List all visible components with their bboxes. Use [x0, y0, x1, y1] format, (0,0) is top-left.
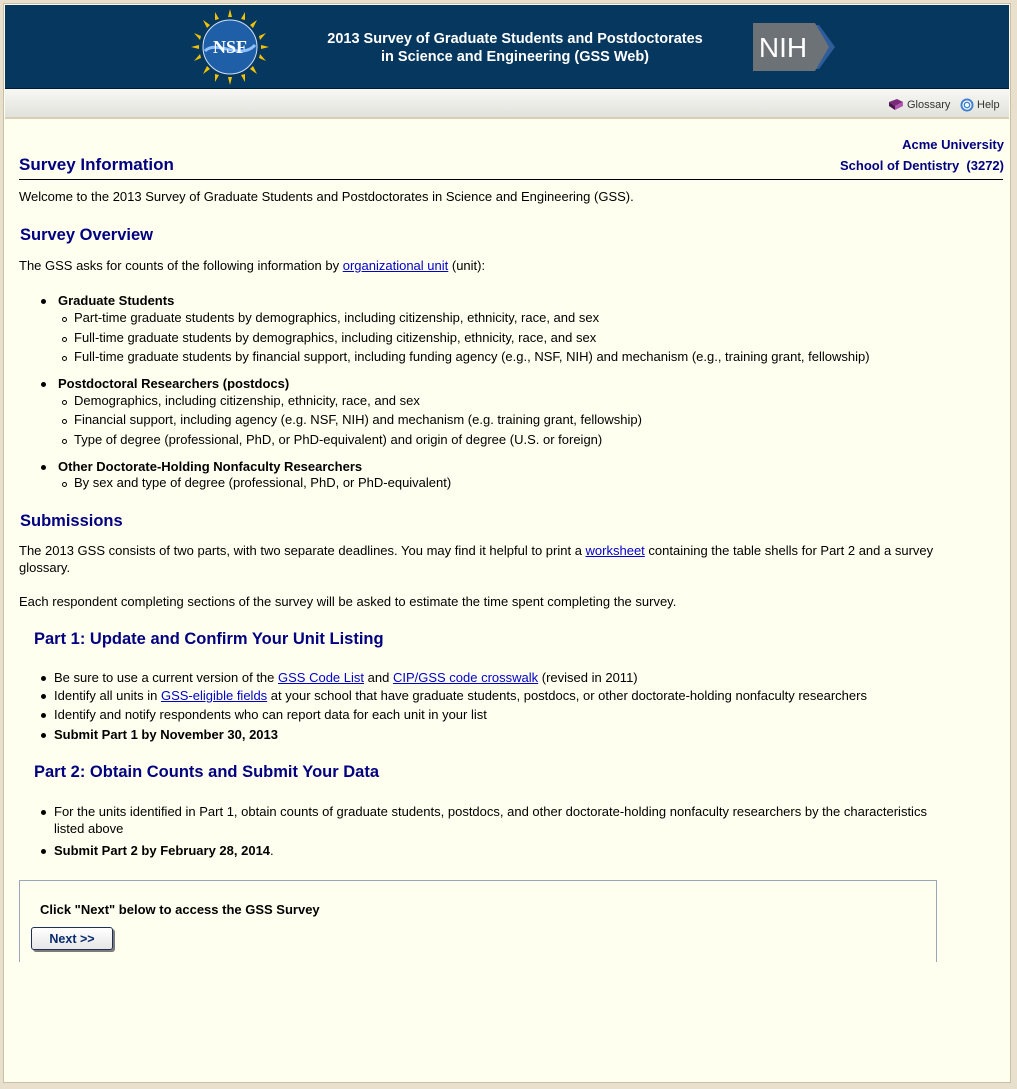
bullet-dot [41, 849, 46, 854]
book-icon [888, 98, 904, 111]
glossary-link[interactable] [888, 98, 950, 111]
gss-eligible-fields-link[interactable]: GSS-eligible fields [160, 688, 268, 703]
glossary-label: Glossary [907, 98, 951, 111]
part1-item-code-list [54, 669, 638, 686]
part2-deadline-suffix: . [270, 843, 274, 858]
page-title: Survey Information [19, 155, 174, 174]
part1-b1-post: (revised in 2011) [538, 670, 638, 685]
list-item: Full-time graduate students by financial support, including funding agency (e.g., NSF, NIH) and mechanism (e.g., training grant, fellowship) [74, 349, 870, 364]
list-item: Financial support, including agency (e.g. NSF, NIH) and mechanism (e.g. training grant, fellowship) [74, 412, 642, 427]
list-item: Full-time graduate students by demographics, including citizenship, ethnicity, race, and sex [74, 330, 597, 345]
overview-heading: Survey Overview [20, 226, 153, 244]
submissions-para1-post: containing the table shells for Part 2 and a survey glossary. [19, 543, 934, 575]
part1-b1-pre: Be sure to use a current version of the [54, 670, 279, 685]
banner-title-line1: 2013 Survey of Graduate Students and Postdoctorates [327, 31, 703, 47]
list-item: Part-time graduate students by demographics, including citizenship, ethnicity, race, and sex [74, 310, 600, 325]
next-panel [19, 880, 937, 962]
bullet-circle [62, 356, 67, 361]
organizational-unit-link[interactable]: organizational unit [342, 258, 449, 273]
bullet-dot [41, 810, 46, 815]
bullet-dot [41, 299, 46, 304]
bullet-circle [62, 400, 67, 405]
worksheet-link[interactable]: worksheet [585, 543, 645, 558]
list-item: Type of degree (professional, PhD, or PhD-equivalent) and origin of degree (U.S. or foreign) [74, 432, 603, 447]
nsf-logo-text: NSF [212, 37, 248, 57]
part2-deadline [54, 842, 274, 859]
submissions-para1-pre: The 2013 GSS consists of two parts, with two separate deadlines. You may find it helpful to print a [19, 543, 586, 558]
list-item: By sex and type of degree (professional, PhD, or PhD-equivalent) [74, 475, 452, 490]
nih-logo-text: NIH [758, 32, 808, 63]
next-instruction: Click "Next" below to access the GSS Survey [40, 902, 320, 917]
part1-item-eligible-fields [54, 687, 867, 704]
bullet-circle [62, 439, 67, 444]
gss-code-list-link[interactable]: GSS Code List [278, 670, 365, 685]
bullet-dot [41, 676, 46, 681]
next-button[interactable]: Next >> [31, 927, 113, 950]
cip-crosswalk-link[interactable]: CIP/GSS code crosswalk [392, 670, 539, 685]
institution-name: Acme University [902, 137, 1004, 152]
nsf-logo [191, 9, 269, 85]
banner-title-line2: in Science and Engineering (GSS Web) [380, 49, 650, 65]
part2-item-counts-line1: For the units identified in Part 1, obtain counts of graduate students, postdocs, and other doctorate-holding nonfaculty researchers by the characteristics [54, 804, 927, 819]
help-link[interactable] [960, 98, 1000, 112]
bullet-dot [41, 694, 46, 699]
title-divider [19, 179, 1003, 180]
part1-deadline: Submit Part 1 by November 30, 2013 [54, 727, 278, 742]
institution-unit: School of Dentistry (3272) [840, 158, 1004, 173]
bullet-dot [41, 713, 46, 718]
header-banner [5, 5, 1009, 89]
list-item: Demographics, including citizenship, ethnicity, race, and sex [74, 393, 420, 408]
part1-b2-post: at your school that have graduate students, postdocs, or other doctorate-holding nonfaculty researchers [267, 688, 867, 703]
part1-heading: Part 1: Update and Confirm Your Unit Listing [34, 630, 384, 648]
bullet-circle [62, 317, 67, 322]
nih-logo [753, 20, 839, 74]
part2-deadline-text: Submit Part 2 by February 28, 2014 [54, 843, 271, 858]
bullet-circle [62, 482, 67, 487]
help-icon [960, 98, 974, 112]
part1-b2-pre: Identify all units in [54, 688, 161, 703]
part2-heading: Part 2: Obtain Counts and Submit Your Data [34, 763, 380, 781]
bullet-dot [41, 733, 46, 738]
submissions-para1 [19, 542, 969, 576]
part2-item-counts-line2: listed above [54, 821, 124, 836]
submissions-para2: Each respondent completing sections of the survey will be asked to estimate the time spent completing the survey. [19, 594, 677, 609]
welcome-text: Welcome to the 2013 Survey of Graduate Students and Postdoctorates in Science and Engineering (GSS). [19, 189, 634, 204]
part1-b1-mid: and [364, 670, 393, 685]
part1-item-respondents: Identify and notify respondents who can report data for each unit in your list [54, 707, 487, 722]
submissions-heading: Submissions [20, 512, 123, 530]
overview-intro [19, 257, 485, 274]
bullet-circle [62, 419, 67, 424]
toolbar [5, 89, 1009, 119]
bullet-dot [41, 382, 46, 387]
group-title-graduate-students: Graduate Students [58, 293, 175, 308]
overview-intro-pre: The GSS asks for counts of the following information by [19, 258, 343, 273]
group-title-postdocs: Postdoctoral Researchers (postdocs) [58, 376, 290, 391]
page-frame [3, 3, 1011, 1083]
help-label: Help [977, 99, 1000, 111]
overview-intro-post: (unit): [448, 258, 486, 273]
bullet-dot [41, 465, 46, 470]
bullet-circle [62, 337, 67, 342]
group-title-nonfaculty-researchers: Other Doctorate-Holding Nonfaculty Researchers [58, 459, 363, 474]
banner-title [295, 30, 735, 66]
